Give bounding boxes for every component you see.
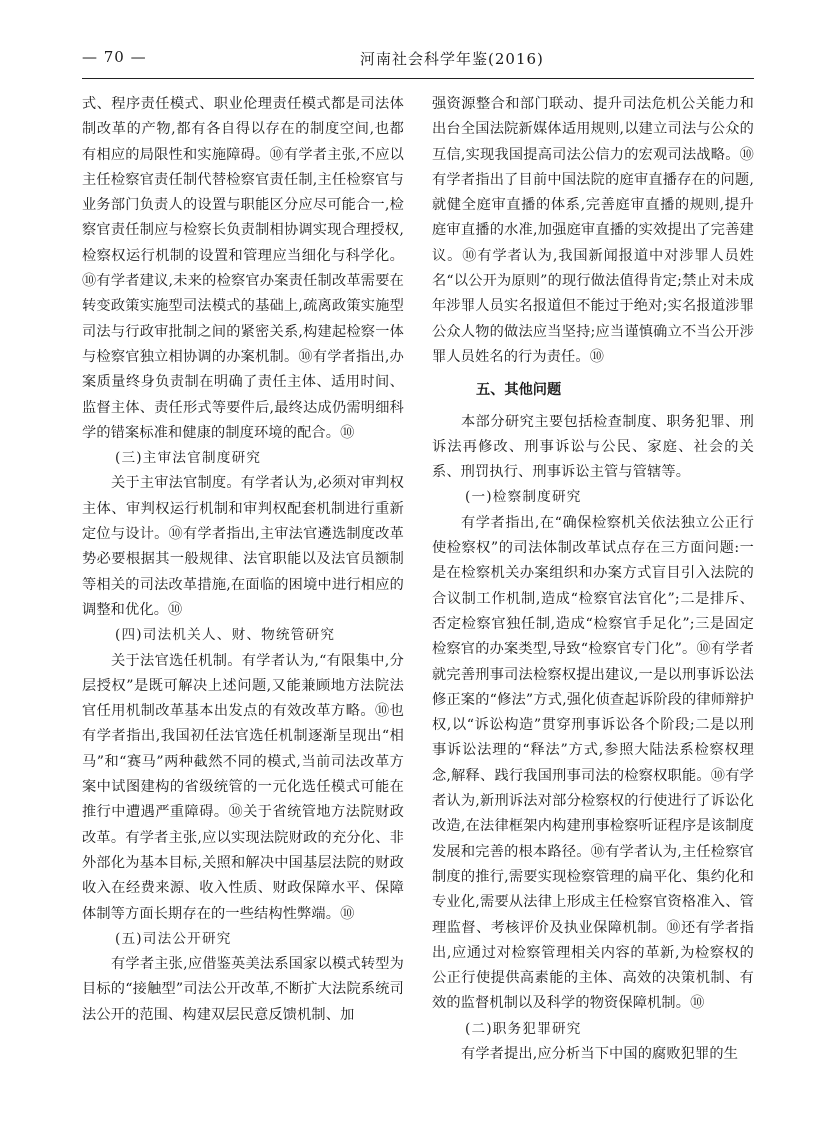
right-section-heading: 五、其他问题 — [476, 382, 562, 399]
left-subheading: (三)主审法官制度研究 — [115, 450, 262, 467]
left-subheading: (四)司法机关人、财、物统管研究 — [115, 627, 336, 644]
journal-title: 河南社会科学年鉴(2016) — [360, 50, 544, 68]
running-header — [82, 48, 754, 74]
left-subheading: (五)司法公开研究 — [115, 930, 232, 947]
right-paragraph: 有学者指出,在“确保检察机关依法独立公正行使检察权”的司法体制改革试点存在三方面问题:一是在检察机关办案组织和办案方式盲目引入法院的合议制工作机制,造成“检察官法官化”;二是排斥、否定检察官独任制,造成“检察官手足化”;三是固定检察官的办案类型,导致“检察官专门化”。⑩有学者就完善刑事司法检察权提出建议,一是以刑事诉讼法修正案的“修法”方式,强化侦查起诉阶段的律师辩护权,以“诉讼构造”贯穿刑事诉讼各个阶段;二是以刑事诉讼法理的“释法”方式,参照大陆法系检察权理念,解释、践行我国刑事司法的检察权职能。⑩有学者认为,新刑诉法对部分检察权的行使进行了诉讼化改造,在法律框架内构建刑事检察听证程序是该制度发展和完善的根本路径。⑩有学者认为,主任检察官制度的推行,需要实现检察管理的扁平化、集约化和专业化,需要从法律上形成主任检察官资格准入、管理监督、考核评价及执业保障机制。⑩还有学者指出,应通过对检察管理相关内容的革新,为检察权的公正行使提供高素能的主体、高效的决策机制、有效的监督机制以及科学的物资保障机制。⑩ — [432, 514, 754, 1012]
right-paragraph: 本部分研究主要包括检查制度、职务犯罪、刑诉法再修改、刑事诉讼与公民、家庭、社会的关系、刑罚执行、刑事诉讼主管与管辖等。 — [432, 413, 754, 481]
left-paragraph: 有学者主张,应借鉴英美法系国家以模式转型为目标的“接触型”司法公开改革,不断扩大法院系统司法公开的范围、构建双层民意反馈机制、加 — [82, 956, 404, 1023]
right-subheading: (一)检察制度研究 — [465, 489, 582, 506]
left-paragraph: 关于主审法官制度。有学者认为,必须对审判权主体、审判权运行机制和审判权配套机制进行重新定位与设计。⑩有学者指出,主审法官遴选制度改革势必要根据其一般规律、法官职能以及法官员额制等相关的司法改革措施,在面临的困境中进行相应的调整和优化。⑩ — [82, 475, 404, 618]
right-paragraph: 有学者提出,应分析当下中国的腐败犯罪的生 — [461, 1045, 739, 1062]
left-column — [82, 92, 404, 1028]
page-number: — 70 — — [82, 48, 147, 66]
right-paragraph: 强资源整合和部门联动、提升司法危机公关能力和出台全国法院新媒体适用规则,以建立司法与公众的互信,实现我国提高司法公信力的宏观司法战略。⑩有学者指出了目前中国法院的庭审直播存在的问题,就健全庭审直播的体系,完善庭审直播的规则,提升庭审直播的水准,加强庭审直播的实效提出了完善建议。⑩有学者认为,我国新闻报道中对涉罪人员姓名“以公开为原则”的现行做法值得肯定;禁止对未成年涉罪人员实名报道但不能过于绝对;实名报道涉罪公众人物的做法应当坚持;应当谨慎确立不当公开涉罪人员姓名的行为责任。⑩ — [432, 96, 754, 365]
left-paragraph: 关于法官选任机制。有学者认为,“有限集中,分层授权”是既可解决上述问题,又能兼顾地方法院法官任用机制改革基本出发点的有效改革方略。⑩也有学者指出,我国初任法官选任机制逐渐呈现出“相马”和“赛马”两种截然不同的模式,当前司法改革方案中试图建构的省级统管的一元化选任模式可能在推行中遭遇严重障碍。⑩关于省统管地方法院财政改革。有学者主张,应以实现法院财政的充分化、非外部化为基本目标,关照和解决中国基层法院的财政收入在经费来源、收入性质、财政保障水平、保障体制等方面长期存在的一些结构性弊端。⑩ — [82, 652, 404, 922]
right-column — [432, 92, 754, 1067]
right-subheading: (二)职务犯罪研究 — [465, 1020, 582, 1037]
left-paragraph: 式、程序责任模式、职业伦理责任模式都是司法体制改革的产物,都有各自得以存在的制度空间,也都有相应的局限性和实施障碍。⑩有学者主张,不应以主任检察官责任制代替检察官责任制,主任检察官与业务部门负责人的设置与职能区分应尽可能合一,检察官责任制应与检察长负责制相协调实现合理授权,检察权运行机制的设置和管理应当细化与科学化。⑩有学者建议,未来的检察官办案责任制改革需要在转变政策实施型司法模式的基础上,疏离政策实施型司法与行政审批制之间的紧密关系,构建起检察一体与检察官独立相协调的办案机制。⑩有学者指出,办案质量终身负责制在明确了责任主体、适用时间、监督主体、责任形式等要件后,最终达成仍需明细科学的错案标准和健康的制度环境的配合。⑩ — [82, 96, 404, 441]
header-rule — [82, 78, 754, 79]
